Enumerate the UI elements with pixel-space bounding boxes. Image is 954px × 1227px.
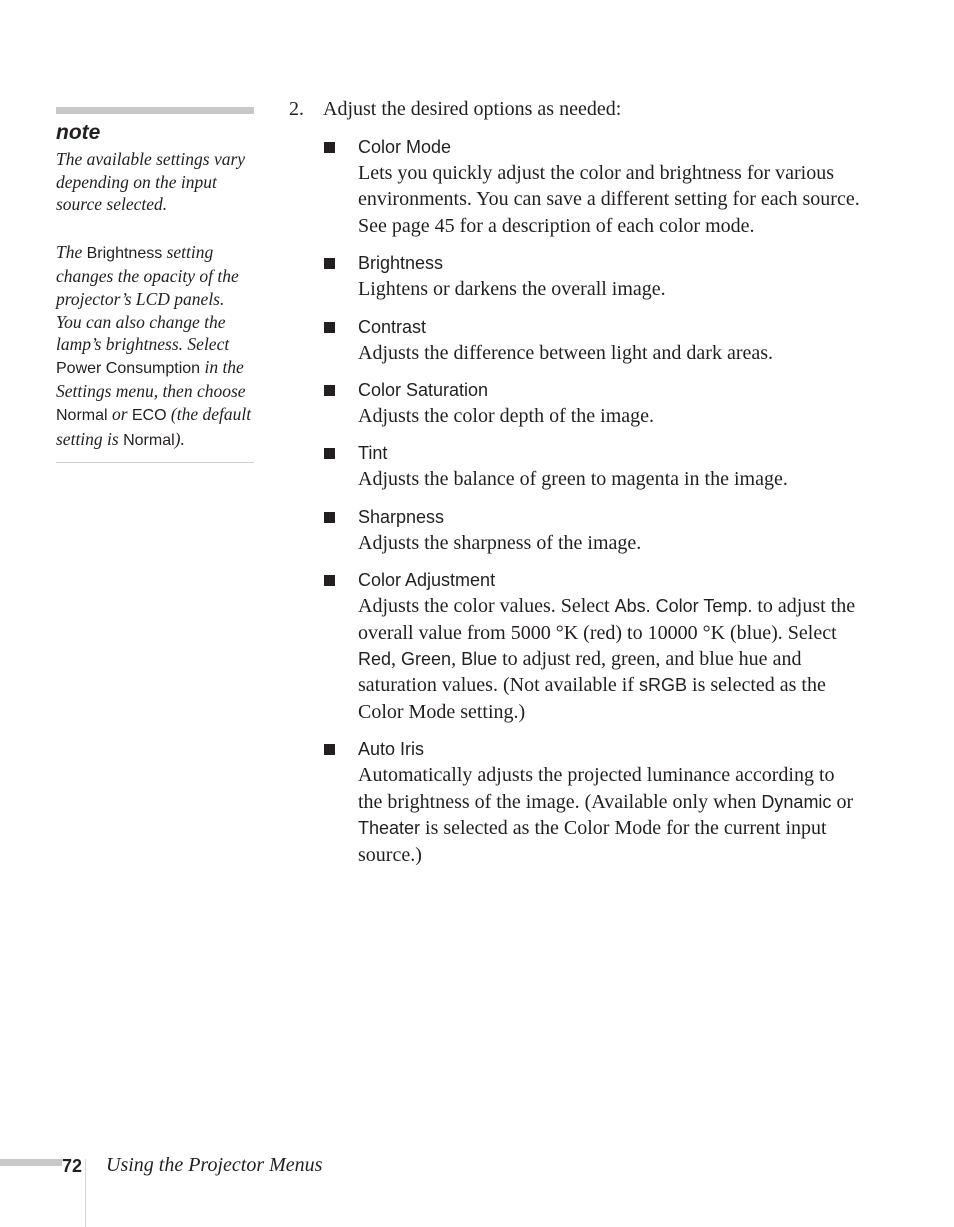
- list-item: [322, 134, 862, 239]
- square-bullet-icon: [324, 575, 335, 586]
- ui-term-theater: Theater: [358, 818, 421, 839]
- step-number: 2.: [289, 98, 304, 120]
- item-title: Brightness: [358, 253, 444, 274]
- note-top-rule: [56, 107, 254, 114]
- ui-term-power-consumption: Power Consumption: [56, 359, 201, 377]
- item-title: Tint: [358, 443, 388, 464]
- square-bullet-icon: [324, 142, 335, 153]
- item-title: Color Mode: [358, 137, 452, 157]
- square-bullet-icon: [324, 744, 335, 755]
- item-title: Auto Iris: [358, 739, 425, 760]
- ui-term-blue: Blue: [461, 649, 498, 670]
- item-title: Color Saturation: [358, 380, 489, 401]
- step-2: [289, 96, 621, 122]
- ui-term-normal-default: Normal: [123, 431, 175, 449]
- square-bullet-icon: [324, 512, 335, 523]
- item-description: Lightens or darkens the overall image.: [358, 278, 666, 301]
- list-item: [322, 440, 862, 492]
- step-text: Adjust the desired options as needed:: [323, 98, 622, 120]
- ui-term-eco: ECO: [131, 406, 167, 424]
- note-bottom-rule: [56, 462, 254, 463]
- ui-term-brightness: Brightness: [86, 244, 163, 262]
- square-bullet-icon: [324, 385, 335, 396]
- item-description: Lets you quickly adjust the color and brightness for various environments. You can save a different setting for each source. See page 45 for a description of each color mode.: [358, 162, 860, 237]
- square-bullet-icon: [324, 258, 335, 269]
- ui-term-normal: Normal: [56, 406, 108, 424]
- ui-term-abs-color-temp: Abs. Color Temp.: [614, 596, 753, 617]
- list-item: [322, 377, 862, 429]
- ui-term-srgb: sRGB: [639, 675, 688, 696]
- item-description: Adjusts the difference between light and dark areas.: [358, 341, 774, 364]
- ui-term-red: Red: [358, 649, 392, 670]
- list-item: [322, 736, 862, 868]
- page-number: 72: [62, 1156, 83, 1176]
- item-description: Adjusts the color depth of the image.: [358, 405, 655, 428]
- item-description: Adjusts the sharpness of the image.: [358, 531, 642, 554]
- item-description: Automatically adjusts the projected luminance according to the brightness of the image. (Available only when Dynamic or Theater is selected as the Color Mode for the current input source.): [358, 764, 854, 866]
- footer-rule: [0, 1159, 62, 1166]
- ui-term-dynamic: Dynamic: [761, 791, 832, 812]
- item-title: Color Adjustment: [358, 570, 496, 591]
- list-item: [322, 567, 862, 725]
- item-description: Adjusts the balance of green to magenta in the image.: [358, 468, 788, 491]
- list-item: [322, 314, 862, 366]
- item-title: Contrast: [358, 316, 427, 337]
- running-title: Using the Projector Menus: [106, 1154, 323, 1176]
- square-bullet-icon: [324, 448, 335, 459]
- footer-divider: [85, 1159, 86, 1227]
- note-paragraph-2: The Brightness setting changes the opacity of the projector’s LCD panels. You can also change the lamp’s brightness. Select Power Consumption in the Settings menu, then choose Normal or ECO (the default setting is Normal).: [56, 241, 252, 449]
- square-bullet-icon: [324, 322, 335, 333]
- note-paragraph-1: The available settings vary depending on the input source selected.: [56, 149, 246, 215]
- note-sidebar: [56, 107, 254, 463]
- item-title: Sharpness: [358, 506, 445, 527]
- option-list: [322, 134, 862, 879]
- list-item: [322, 504, 862, 556]
- item-description: Adjusts the color values. Select Abs. Color Temp. to adjust the overall value from 5000 °K (red) to 10000 °K (blue). Select Red, Green, Blue to adjust red, green, and blue hue and saturation values. (Not available if sRGB is selected as the Color Mode setting.): [358, 595, 856, 723]
- ui-term-green: Green: [401, 649, 452, 670]
- list-item: [322, 250, 862, 302]
- note-heading: note: [56, 121, 101, 144]
